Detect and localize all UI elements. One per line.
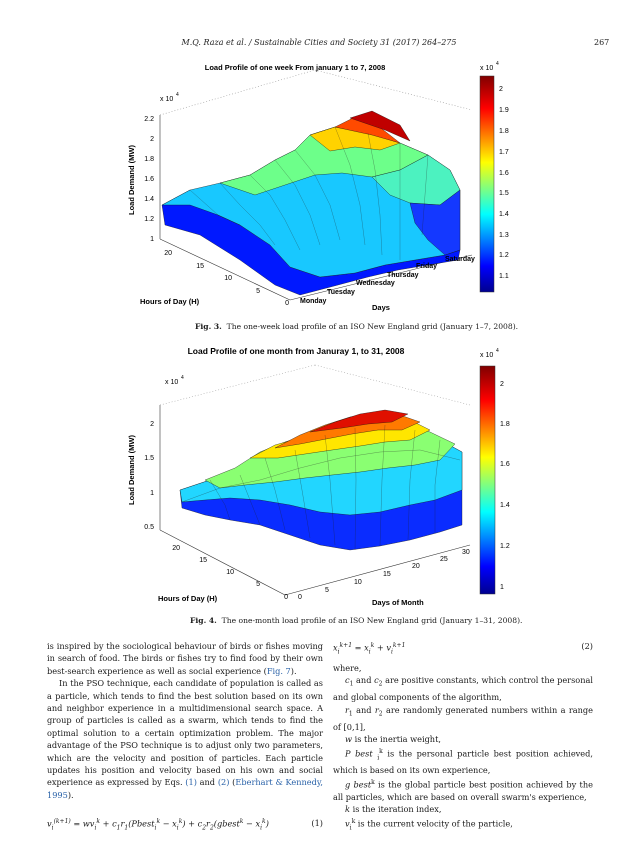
fig3-z-tick: 1.4 bbox=[144, 196, 154, 203]
fig3-colorbar bbox=[480, 76, 494, 292]
fig3-cb-tick: 1.9 bbox=[499, 107, 509, 114]
right-column bbox=[333, 640, 593, 834]
fig4-z-ticks bbox=[144, 421, 154, 531]
fig3-day-tick: Thursday bbox=[387, 272, 419, 279]
definition: k is the iteration index, bbox=[345, 804, 442, 815]
figure-link[interactable]: Fig. 7 bbox=[266, 665, 291, 676]
fig3-colorbar-multiplier: x 10 bbox=[480, 65, 494, 72]
fig3-caption bbox=[195, 322, 518, 331]
fig4-z-exp: 4 bbox=[181, 375, 184, 381]
fig3-z-multiplier: x 10 bbox=[160, 96, 174, 103]
fig3-cb-tick: 1.6 bbox=[499, 170, 509, 177]
figure-3 bbox=[110, 55, 530, 317]
fig3-cb-tick: 2 bbox=[499, 86, 503, 93]
fig3-caption-text: The one-week load profile of an ISO New England grid (January 1–7, 2008). bbox=[226, 322, 519, 331]
fig4-ylabel: Days of Month bbox=[372, 598, 424, 607]
definition: w is the inertia weight, bbox=[345, 734, 441, 745]
fig3-xlabel: Hours of Day (H) bbox=[140, 297, 200, 306]
fig4-colorbar-exp: 4 bbox=[496, 348, 499, 354]
fig4-z-tick: 0.5 bbox=[144, 524, 154, 531]
fig4-caption-label: Fig. 4. bbox=[190, 616, 217, 625]
fig4-z-tick: 2 bbox=[150, 421, 154, 428]
equation-1-number: (1) bbox=[311, 818, 323, 828]
fig4-colorbar-ticks bbox=[500, 381, 510, 591]
fig3-day-tick: Monday bbox=[300, 298, 327, 305]
fig3-day-tick: Wednesday bbox=[356, 280, 395, 287]
fig4-cb-tick: 2 bbox=[500, 381, 504, 388]
equation-2-number: (2) bbox=[581, 641, 593, 651]
fig3-day-tick: Tuesday bbox=[327, 289, 355, 296]
page-number: 267 bbox=[594, 38, 610, 47]
fig3-hour-tick: 0 bbox=[285, 300, 289, 307]
fig3-cb-tick: 1.1 bbox=[499, 273, 509, 280]
left-column bbox=[47, 640, 323, 801]
fig3-ylabel: Days bbox=[372, 303, 390, 312]
fig4-zlabel: Load Demand (MW) bbox=[127, 435, 136, 505]
fig4-caption bbox=[190, 616, 522, 625]
fig3-colorbar-exp: 4 bbox=[496, 61, 499, 67]
fig4-title: Load Profile of one month from Januray 1, to 31, 2008 bbox=[187, 346, 405, 356]
fig3-cb-tick: 1.3 bbox=[499, 232, 509, 239]
fig3-z-tick: 2 bbox=[150, 136, 154, 143]
citation-link[interactable]: Eberhart & Kennedy, 1995 bbox=[47, 777, 324, 800]
fig3-cb-tick: 1.8 bbox=[499, 128, 509, 135]
fig4-hour-tick: 20 bbox=[172, 545, 180, 552]
fig4-day-tick: 25 bbox=[440, 556, 448, 563]
definition: $v_i^k$ is the current velocity of the particle, bbox=[345, 817, 513, 832]
fig3-hour-tick: 10 bbox=[224, 275, 232, 282]
fig4-cb-tick: 1.8 bbox=[500, 421, 510, 428]
paragraph: is inspired by the sociological behaviour of birds or fishes moving in search of food. The birds or fishes try to find food by their own best-search experience as well as social experience (Fig. 7). bbox=[47, 641, 323, 676]
fig3-cb-tick: 1.4 bbox=[499, 211, 509, 218]
running-header: M.Q. Raza et al. / Sustainable Cities and Society 31 (2017) 264–275 bbox=[181, 38, 457, 47]
fig4-z-tick: 1.5 bbox=[144, 455, 154, 462]
fig3-z-tick: 1.2 bbox=[144, 216, 154, 223]
fig3-day-tick: Saturday bbox=[445, 256, 475, 263]
equation-1: $v_i^{(k+1)} = wv_i^k$ + $c_1r_1(Pbest_i^k - x_i^k)$ + $c_2r_2(gbest^k - x_i^k)$ (1) bbox=[47, 818, 323, 832]
fig3-z-tick: 2.2 bbox=[144, 116, 154, 123]
equation-link[interactable]: (2) bbox=[217, 777, 230, 788]
fig3-colorbar-ticks bbox=[499, 86, 509, 280]
fig4-colorbar bbox=[480, 366, 495, 594]
fig4-hour-tick: 10 bbox=[226, 569, 234, 576]
where-label: where, bbox=[333, 662, 362, 673]
fig4-day-tick: 30 bbox=[462, 549, 470, 556]
fig4-day-tick: 15 bbox=[383, 571, 391, 578]
fig4-hour-tick: 0 bbox=[284, 594, 288, 601]
equation-link[interactable]: (1) bbox=[185, 777, 197, 788]
fig3-hour-tick: 5 bbox=[256, 288, 260, 295]
paragraph: In the PSO technique, each candidate of population is called as a particle, which tends to find the best solution based on its own and neighbor experience in a multidimensional search space. A group of particles is called as a swarm, which tends to find the optimal solution to a certain optimization problem. The major advantage of the PSO technique is to adjust only two parameters, which are the velocity and position of particles. Each particle updates his position and velocity based on his own and social experience as expressed by Eqs. (1) and (2) (Eberhart & Kennedy, 1995). bbox=[47, 678, 324, 800]
fig3-hour-tick: 15 bbox=[196, 263, 204, 270]
fig3-title: Load Profile of one week From january 1 to 7, 2008 bbox=[204, 63, 386, 72]
fig4-cb-tick: 1 bbox=[500, 584, 504, 591]
fig3-cb-tick: 1.2 bbox=[499, 252, 509, 259]
definition: P best $_i^k$ is the personal particle best position achieved, which is based on its own experience, bbox=[333, 747, 593, 776]
fig4-cb-tick: 1.2 bbox=[500, 543, 510, 550]
fig3-cb-tick: 1.5 bbox=[499, 190, 509, 197]
fig4-day-tick: 5 bbox=[325, 587, 329, 594]
equation-2: $x_i^{k+1} = x_i^k + v_i^{k+1}$ (2) bbox=[333, 641, 593, 656]
fig4-hour-tick: 5 bbox=[256, 581, 260, 588]
definition: g best$^k$ is the global particle best position achieved by the all particles, which are based on overall swarm's experience, bbox=[333, 778, 593, 802]
figure-4 bbox=[110, 340, 530, 610]
fig4-hour-ticks bbox=[172, 545, 288, 601]
fig3-z-tick: 1.6 bbox=[144, 176, 154, 183]
fig3-z-exp: 4 bbox=[176, 92, 179, 98]
definition: $c_1$ and $c_2$ are positive constants, which control the personal and global components of the algorithm, bbox=[333, 675, 593, 703]
fig3-z-tick: 1 bbox=[150, 236, 154, 243]
fig3-caption-label: Fig. 3. bbox=[195, 322, 222, 331]
fig4-day-tick: 0 bbox=[298, 594, 302, 601]
fig4-caption-text: The one-month load profile of an ISO New England grid (January 1–31, 2008). bbox=[221, 616, 523, 625]
fig3-z-ticks bbox=[144, 116, 154, 243]
fig3-day-tick: Friday bbox=[416, 263, 438, 270]
fig4-day-ticks bbox=[298, 549, 470, 601]
fig3-z-tick: 1.8 bbox=[144, 156, 154, 163]
definition: $r_1$ and $r_2$ are randomly generated numbers within a range of [0,1], bbox=[333, 704, 593, 732]
fig4-z-tick: 1 bbox=[150, 490, 154, 497]
fig3-hour-tick: 20 bbox=[164, 250, 172, 257]
fig4-z-multiplier: x 10 bbox=[165, 379, 179, 386]
fig4-cb-tick: 1.4 bbox=[500, 502, 510, 509]
fig4-cb-tick: 1.6 bbox=[500, 461, 510, 468]
fig4-day-tick: 20 bbox=[412, 563, 420, 570]
fig4-colorbar-multiplier: x 10 bbox=[480, 352, 494, 359]
fig3-cb-tick: 1.7 bbox=[499, 149, 509, 156]
fig4-day-tick: 10 bbox=[354, 579, 362, 586]
fig4-surface bbox=[180, 410, 462, 550]
fig4-hour-tick: 15 bbox=[199, 557, 207, 564]
fig4-xlabel: Hours of Day (H) bbox=[158, 594, 218, 603]
fig3-zlabel: Load Demand (MW) bbox=[127, 145, 136, 215]
